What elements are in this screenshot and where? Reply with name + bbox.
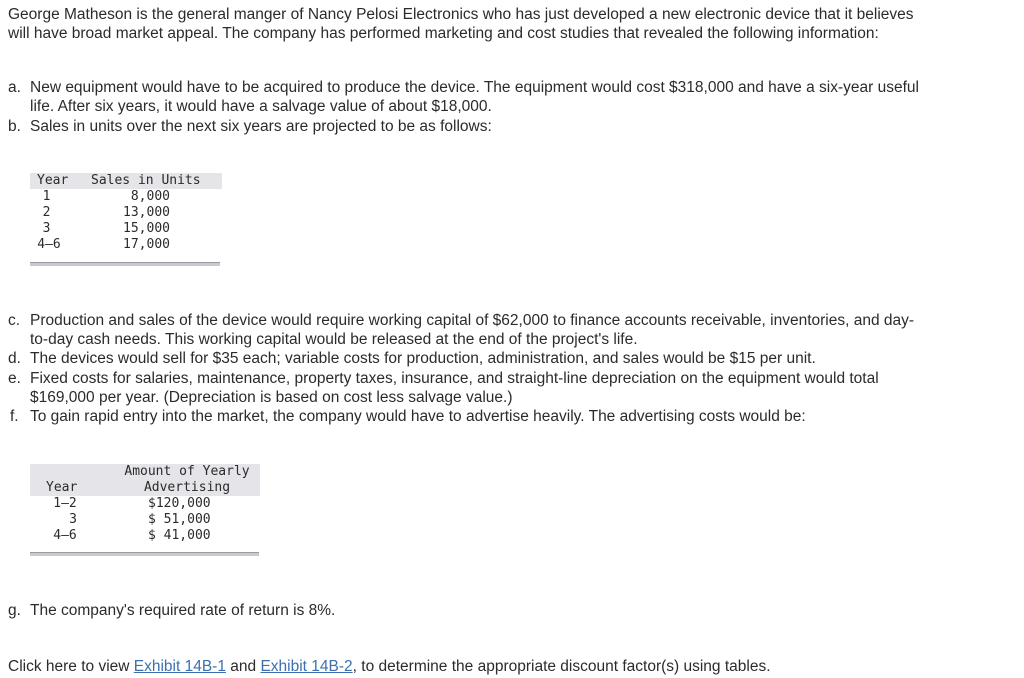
item-d-label: d.: [8, 350, 21, 367]
sales-year-cell: 3: [42, 221, 51, 236]
ad-header-amount-line-2: Advertising: [143, 480, 231, 495]
advertising-table-divider: [30, 552, 259, 556]
intro-paragraph: [8, 5, 914, 43]
sales-units-cell: 15,000: [123, 221, 170, 236]
item-f-line-1: To gain rapid entry into the market, the company would have to advertise heavily. The advertising costs would be:: [30, 408, 806, 425]
ad-header-year: Year: [46, 480, 78, 495]
item-e-line-1: Fixed costs for salaries, maintenance, property taxes, insurance, and straight-line depreciation on the equipment would total: [30, 370, 879, 387]
item-a-line-2: life. After six years, it would have a salvage value of about $18,000.: [30, 98, 492, 115]
sales-units-cell: 17,000: [123, 237, 170, 252]
item-e-label: e.: [8, 370, 21, 387]
ad-header-amount-line-1: Amount of Yearly: [124, 464, 250, 479]
footer-middle: and: [225, 658, 261, 675]
sales-year-cell: 1: [42, 189, 51, 204]
table-row: [30, 189, 222, 205]
table-row: [30, 221, 222, 237]
sales-units-cell: 13,000: [123, 205, 170, 220]
item-d-line-1: The devices would sell for $35 each; variable costs for production, administration, and sales would be $15 per unit.: [30, 350, 816, 367]
item-c: [8, 311, 914, 330]
footer-suffix: , to determine the appropriate discount factor(s) using tables.: [352, 658, 771, 675]
intro-line-1: George Matheson is the general manger of Nancy Pelosi Electronics who has just developed a new electronic device that it believes: [8, 6, 914, 23]
item-e-line-2: $169,000 per year. (Depreciation is based on cost less salvage value.): [30, 389, 513, 406]
item-a: [8, 78, 919, 97]
sales-units-cell: 8,000: [130, 189, 170, 204]
item-a-line-1: New equipment would have to be acquired to produce the device. The equipment would cost $318,000 and have a six-year useful: [30, 79, 919, 96]
sales-header-year: Year: [37, 173, 69, 188]
item-b-line-1: Sales in units over the next six years are projected to be as follows:: [30, 118, 492, 135]
ad-amount-cell: $ 51,000: [148, 512, 211, 527]
item-f: [10, 407, 806, 426]
item-c-label: c.: [8, 312, 21, 329]
exhibit-links-line: [8, 657, 771, 676]
exhibit-14b-1-link[interactable]: Exhibit 14B-1: [133, 658, 226, 675]
table-row: [30, 205, 222, 221]
intro-line-2: will have broad market appeal. The company has performed marketing and cost studies that revealed the following information:: [8, 25, 879, 42]
sales-table-header: [30, 173, 222, 189]
item-a-label: a.: [8, 79, 21, 96]
sales-table-divider: [30, 262, 220, 266]
item-f-label: f.: [10, 408, 19, 425]
item-c-line-2: to-day cash needs. This working capital would be released at the end of the project's life.: [30, 331, 638, 348]
item-c-line-1: Production and sales of the device would require working capital of $62,000 to finance accounts receivable, inventories, and day-: [30, 312, 915, 329]
item-g-line-1: The company's required rate of return is 8%.: [30, 602, 336, 619]
item-d: [8, 349, 816, 368]
item-g: [8, 601, 335, 620]
advertising-table: [30, 464, 260, 560]
item-e: [8, 369, 879, 388]
exhibit-14b-2-link[interactable]: Exhibit 14B-2: [260, 658, 353, 675]
ad-year-cell: 3: [69, 512, 77, 527]
item-b: [8, 117, 492, 136]
table-row: [30, 496, 260, 512]
sales-year-cell: 2: [42, 205, 51, 220]
table-row: [30, 512, 260, 528]
sales-header-units: Sales in Units: [91, 173, 201, 188]
ad-year-cell: 4–6: [53, 528, 77, 543]
ad-year-cell: 1–2: [53, 496, 77, 511]
sales-year-cell: 4–6: [37, 237, 61, 252]
footer-prefix: Click here to view: [8, 658, 134, 675]
advertising-table-header: [30, 464, 260, 496]
item-g-label: g.: [8, 602, 21, 619]
ad-amount-cell: $120,000: [148, 496, 211, 511]
sales-table: [30, 173, 222, 269]
table-row: [30, 237, 222, 253]
table-row: [30, 528, 260, 544]
item-b-label: b.: [8, 118, 21, 135]
ad-amount-cell: $ 41,000: [148, 528, 211, 543]
